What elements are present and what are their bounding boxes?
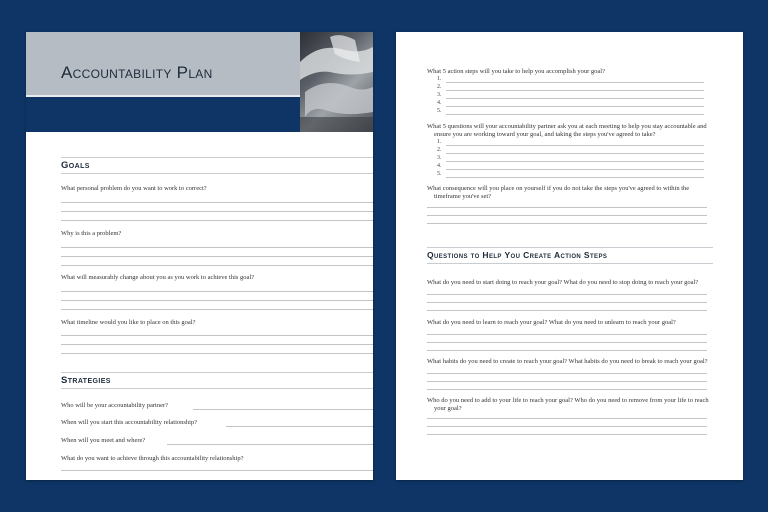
strategy-question-1: Who will be your accountability partner? <box>61 402 169 409</box>
action-steps-rule-top <box>427 247 713 248</box>
hands-photo-graphic <box>300 32 373 132</box>
answer-line[interactable] <box>446 90 704 91</box>
answer-line[interactable] <box>446 169 704 170</box>
answer-line[interactable] <box>446 106 704 107</box>
answer-line[interactable] <box>61 470 373 471</box>
hands-photo <box>300 32 373 132</box>
answer-line[interactable] <box>446 114 704 115</box>
list-number: 5. <box>437 171 442 177</box>
answer-line[interactable] <box>61 247 373 248</box>
answer-line[interactable] <box>427 207 707 208</box>
answer-line[interactable] <box>446 98 704 99</box>
page-title: Accountability Plan <box>61 63 213 82</box>
answer-line[interactable] <box>61 265 373 266</box>
strategy-question-4: What do you want to achieve through this accountability relationship? <box>61 455 244 462</box>
answer-line[interactable] <box>427 334 707 335</box>
people-question-line2: your goal? <box>434 405 462 412</box>
answer-line[interactable] <box>427 434 707 435</box>
action-steps-heading: Questions to Help You Create Action Steps <box>427 250 608 260</box>
list-number: 4. <box>437 163 442 169</box>
answer-line[interactable] <box>427 294 707 295</box>
consequence-question-line1: What consequence will you place on yourself if you do not take the steps you've agreed to within the <box>427 185 690 192</box>
answer-line[interactable] <box>446 145 704 146</box>
answer-line[interactable] <box>427 418 707 419</box>
answer-line[interactable] <box>427 389 707 390</box>
goal-question-2: Why is this a problem? <box>61 230 122 237</box>
partner-questions-question-line2: ensure you are working toward your goal, and taking the steps you've agreed to take? <box>434 131 656 138</box>
answer-line[interactable] <box>193 409 373 410</box>
goal-question-1: What personal problem do you want to work to correct? <box>61 185 207 192</box>
answer-line[interactable] <box>427 342 707 343</box>
list-number: 1. <box>437 139 442 145</box>
action-steps-rule-bottom <box>427 263 713 264</box>
goal-question-4: What timeline would you like to place on this goal? <box>61 319 196 326</box>
list-number: 3. <box>437 92 442 98</box>
learn-unlearn-question: What do you need to learn to reach your goal? What do you need to unlearn to reach your goal? <box>427 319 676 326</box>
answer-line[interactable] <box>61 353 373 354</box>
answer-line[interactable] <box>446 177 704 178</box>
list-number: 4. <box>437 100 442 106</box>
worksheet-page-right <box>396 32 743 480</box>
answer-line[interactable] <box>427 381 707 382</box>
answer-line[interactable] <box>61 335 373 336</box>
goals-heading: Goals <box>61 160 90 171</box>
strategies-rule-bottom <box>61 388 373 389</box>
answer-line[interactable] <box>61 211 373 212</box>
list-number: 3. <box>437 155 442 161</box>
list-number: 2. <box>437 147 442 153</box>
answer-line[interactable] <box>427 426 707 427</box>
answer-line[interactable] <box>427 350 707 351</box>
answer-line[interactable] <box>61 291 373 292</box>
answer-line[interactable] <box>427 373 707 374</box>
strategy-question-3: When will you meet and where? <box>61 437 146 444</box>
strategies-heading: Strategies <box>61 375 111 386</box>
answer-line[interactable] <box>427 215 707 216</box>
answer-line[interactable] <box>226 426 373 427</box>
list-number: 5. <box>437 108 442 114</box>
consequence-question-line2: timeframe you've set? <box>434 193 492 200</box>
answer-line[interactable] <box>167 444 373 445</box>
answer-line[interactable] <box>61 220 373 221</box>
action-steps-question: What 5 action steps will you take to help you accomplish your goal? <box>427 68 605 75</box>
goal-question-3: What will measurably change about you as you work to achieve this goal? <box>61 274 255 281</box>
answer-line[interactable] <box>446 161 704 162</box>
list-number: 2. <box>437 84 442 90</box>
answer-line[interactable] <box>61 256 373 257</box>
answer-line[interactable] <box>61 309 373 310</box>
background-notch <box>26 97 300 132</box>
list-number: 1. <box>437 76 442 82</box>
strategies-rule-top <box>61 372 373 373</box>
partner-questions-question-line1: What 5 questions will your accountability partner ask you at each meeting to help you stay accountable and <box>427 123 707 130</box>
answer-line[interactable] <box>427 223 707 224</box>
worksheet-page-left <box>26 32 373 480</box>
strategy-question-2: When will you start this accountability relationship? <box>61 419 198 426</box>
answer-line[interactable] <box>446 153 704 154</box>
habits-question: What habits do you need to create to reach your goal? What habits do you need to break to reach your goal? <box>427 358 708 365</box>
start-stop-question: What do you need to start doing to reach your goal? What do you need to stop doing to reach your goal? <box>427 279 699 286</box>
answer-line[interactable] <box>446 82 704 83</box>
answer-line[interactable] <box>427 302 707 303</box>
answer-line[interactable] <box>61 344 373 345</box>
answer-line[interactable] <box>61 202 373 203</box>
goals-rule-bottom <box>61 173 373 174</box>
answer-line[interactable] <box>61 300 373 301</box>
people-question-line1: Who do you need to add to your life to reach your goal? Who do you need to remove from your life to reach <box>427 397 709 404</box>
goals-rule-top <box>61 157 373 158</box>
answer-line[interactable] <box>427 310 707 311</box>
